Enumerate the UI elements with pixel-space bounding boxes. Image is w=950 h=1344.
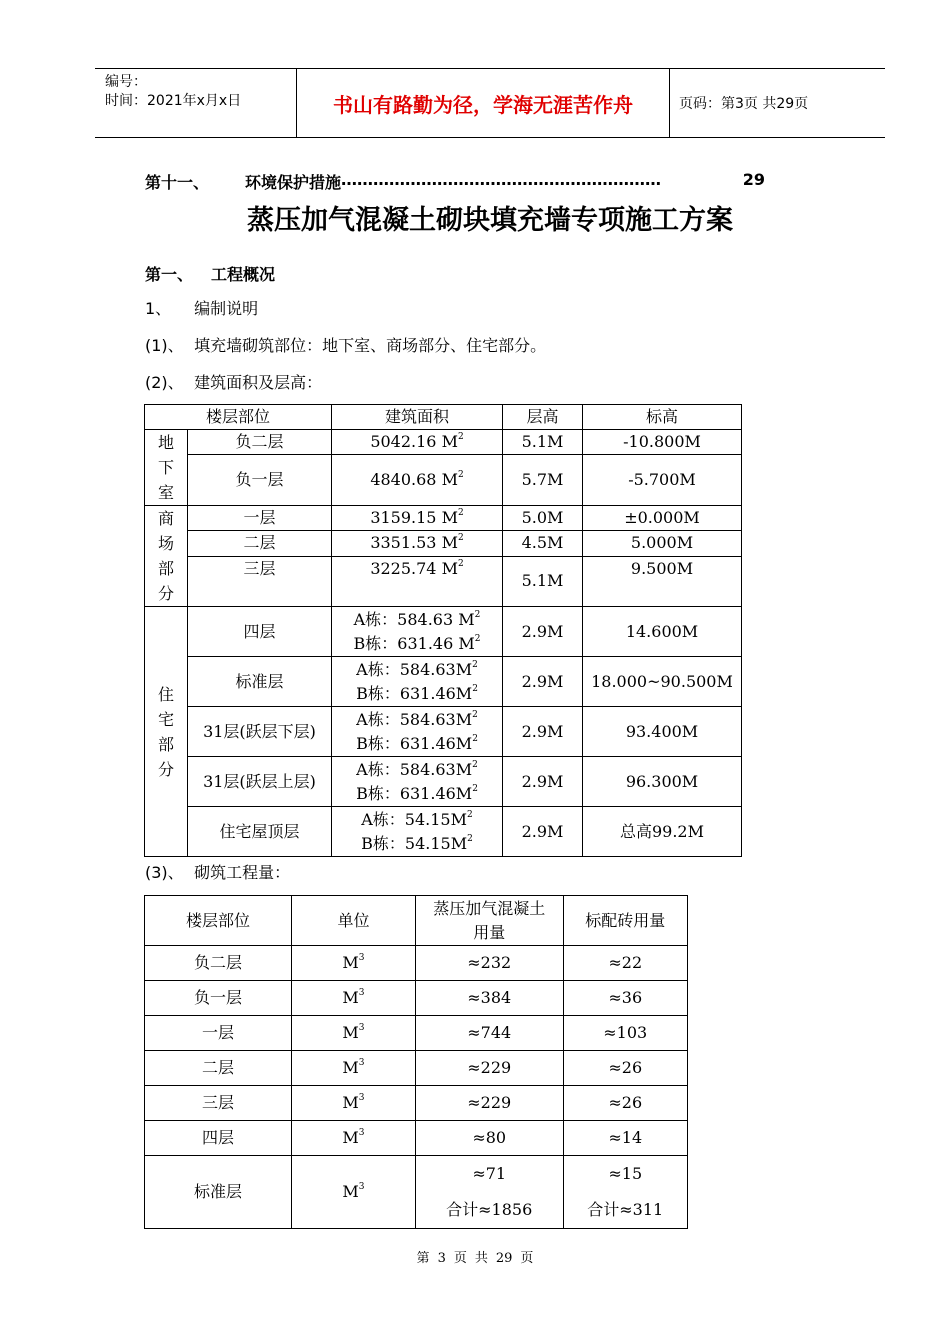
height-cell: 5.1M (503, 430, 583, 455)
item-text: 砌筑工程量： (194, 863, 291, 882)
height-cell: 5.1M (503, 556, 583, 607)
floor-cell: 一层 (145, 1016, 292, 1051)
table-row (145, 556, 742, 607)
floor-cell: 三层 (188, 556, 332, 607)
elevation-cell: 14.600M (583, 607, 742, 657)
item-lead: (3)、 (145, 863, 184, 882)
height-cell: 2.9M (503, 657, 583, 707)
toc-dots: …………………………………………………… (341, 170, 662, 189)
aac-cell: ≈229 (415, 1051, 563, 1086)
aac-cell: ≈744 (415, 1016, 563, 1051)
floor-cell: 一层 (188, 506, 332, 531)
table-row (145, 455, 742, 506)
unit-cell: $M^3$ (291, 1051, 415, 1086)
volume-table (144, 895, 688, 1229)
elevation-cell: -5.700M (583, 455, 742, 506)
height-cell: 5.0M (503, 506, 583, 531)
floor-cell: 二层 (188, 531, 332, 556)
header-cell: 楼层部位 (145, 405, 332, 430)
paragraph (145, 296, 258, 319)
elevation-cell: 9.500M (583, 556, 742, 607)
elevation-cell: 96.300M (583, 757, 742, 807)
section-title: 工程概况 (211, 265, 276, 284)
section-heading (145, 262, 275, 285)
floor-cell: 住宅屋顶层 (188, 807, 332, 857)
brick-cell: ≈22 (563, 946, 688, 981)
brick-cell: ≈14 (563, 1121, 688, 1156)
header-cell: 单位 (291, 896, 415, 946)
group-cell: 商 场 部 分 (145, 506, 188, 607)
document-title: 蒸压加气混凝土砌块填充墙专项施工方案 (247, 205, 733, 236)
number-label: 编号： (105, 74, 147, 90)
floor-cell: 31层(跃层上层) (188, 757, 332, 807)
paragraph (145, 860, 290, 883)
table-header-row (145, 896, 688, 946)
brick-cell: ≈15 合计≈311 (563, 1156, 688, 1229)
header-cell: 蒸压加气混凝土用量 (415, 896, 563, 946)
toc-line (145, 170, 765, 193)
header-page-info: 页码：第3页 共29页 (679, 96, 809, 112)
floor-cell: 31层(跃层下层) (188, 707, 332, 757)
unit-cell: $M^3$ (291, 1016, 415, 1051)
header-meta (105, 73, 295, 111)
header-cell: 标配砖用量 (563, 896, 688, 946)
paragraph (145, 333, 546, 356)
table-row (145, 1051, 688, 1086)
area-cell: 5042.16 $M^2$ (332, 430, 503, 455)
item-lead: (2)、 (145, 373, 184, 392)
header-divider (669, 69, 670, 137)
table-row (145, 807, 742, 857)
table-row (145, 1121, 688, 1156)
floor-cell: 三层 (145, 1086, 292, 1121)
unit-cell: $M^3$ (291, 946, 415, 981)
area-cell: 4840.68 $M^2$ (332, 455, 503, 506)
header-cell: 楼层部位 (145, 896, 292, 946)
unit-cell: $M^3$ (291, 1156, 415, 1229)
aac-cell: ≈229 (415, 1086, 563, 1121)
header-motto: 书山有路勤为径，学海无涯苦作舟 (333, 92, 633, 117)
area-cell: A栋：584.63 $M^2$ B栋：631.46 $M^2$ (332, 607, 503, 657)
header-cell: 层高 (503, 405, 583, 430)
table-row (145, 657, 742, 707)
aac-cell: ≈384 (415, 981, 563, 1016)
height-cell: 2.9M (503, 607, 583, 657)
item-lead: 1、 (145, 299, 172, 318)
item-text: 编制说明 (194, 299, 259, 318)
table-row (145, 1086, 688, 1121)
floor-cell: 标准层 (188, 657, 332, 707)
floor-cell: 四层 (188, 607, 332, 657)
brick-cell: ≈36 (563, 981, 688, 1016)
unit-cell: $M^3$ (291, 981, 415, 1016)
toc-text: 环境保护措施 (245, 173, 342, 192)
elevation-cell: 总高99.2M (583, 807, 742, 857)
unit-cell: $M^3$ (291, 1121, 415, 1156)
table-row (145, 531, 742, 556)
height-cell: 2.9M (503, 757, 583, 807)
section-number: 第一、 (145, 265, 194, 284)
table-row (145, 757, 742, 807)
brick-cell: ≈26 (563, 1051, 688, 1086)
header-cell: 标高 (583, 405, 742, 430)
group-cell: 地 下 室 (145, 430, 188, 506)
toc-number: 第十一、 (145, 173, 210, 192)
page-footer: 第 3 页 共 29 页 (416, 1251, 534, 1266)
elevation-cell: ±0.000M (583, 506, 742, 531)
floor-cell: 负一层 (188, 455, 332, 506)
table-row (145, 981, 688, 1016)
unit-cell: $M^3$ (291, 1086, 415, 1121)
area-cell: 3351.53 $M^2$ (332, 531, 503, 556)
item-text: 建筑面积及层高： (194, 373, 323, 392)
aac-cell: ≈232 (415, 946, 563, 981)
group-cell: 住 宅 部 分 (145, 607, 188, 857)
time-label: 时间：2021年x月x日 (105, 93, 242, 109)
header-cell: 建筑面积 (332, 405, 503, 430)
floor-cell: 负一层 (145, 981, 292, 1016)
height-cell: 5.7M (503, 455, 583, 506)
floor-cell: 四层 (145, 1121, 292, 1156)
area-cell: A栋：$584.63M^2$ B栋：$631.46M^2$ (332, 757, 503, 807)
brick-cell: ≈103 (563, 1016, 688, 1051)
area-cell: A栋：$54.15M^2$ B栋：$54.15M^2$ (332, 807, 503, 857)
table-row (145, 946, 688, 981)
height-cell: 2.9M (503, 807, 583, 857)
table-row (145, 607, 742, 657)
floor-cell: 负二层 (188, 430, 332, 455)
area-cell: 3225.74 $M^2$ (332, 556, 503, 607)
elevation-cell: 18.000~90.500M (583, 657, 742, 707)
item-text: 填充墙砌筑部位：地下室、商场部分、住宅部分。 (194, 336, 547, 355)
brick-cell: ≈26 (563, 1086, 688, 1121)
paragraph (145, 370, 322, 393)
area-cell: A栋：$584.63M^2$ B栋：$631.46M^2$ (332, 657, 503, 707)
area-cell: A栋：$584.63M^2$ B栋：$631.46M^2$ (332, 707, 503, 757)
height-cell: 2.9M (503, 707, 583, 757)
item-lead: (1)、 (145, 336, 184, 355)
toc-page: 29 (742, 170, 765, 189)
aac-cell: ≈80 (415, 1121, 563, 1156)
floor-cell: 负二层 (145, 946, 292, 981)
table-row (145, 430, 742, 455)
page-header (95, 68, 885, 138)
table-row (145, 1156, 688, 1229)
table-row (145, 1016, 688, 1051)
table-row (145, 506, 742, 531)
area-table (144, 404, 742, 857)
floor-cell: 标准层 (145, 1156, 292, 1229)
elevation-cell: -10.800M (583, 430, 742, 455)
table-row (145, 707, 742, 757)
area-cell: 3159.15 $M^2$ (332, 506, 503, 531)
height-cell: 4.5M (503, 531, 583, 556)
elevation-cell: 5.000M (583, 531, 742, 556)
elevation-cell: 93.400M (583, 707, 742, 757)
table-header-row (145, 405, 742, 430)
aac-cell: ≈71 合计≈1856 (415, 1156, 563, 1229)
floor-cell: 二层 (145, 1051, 292, 1086)
